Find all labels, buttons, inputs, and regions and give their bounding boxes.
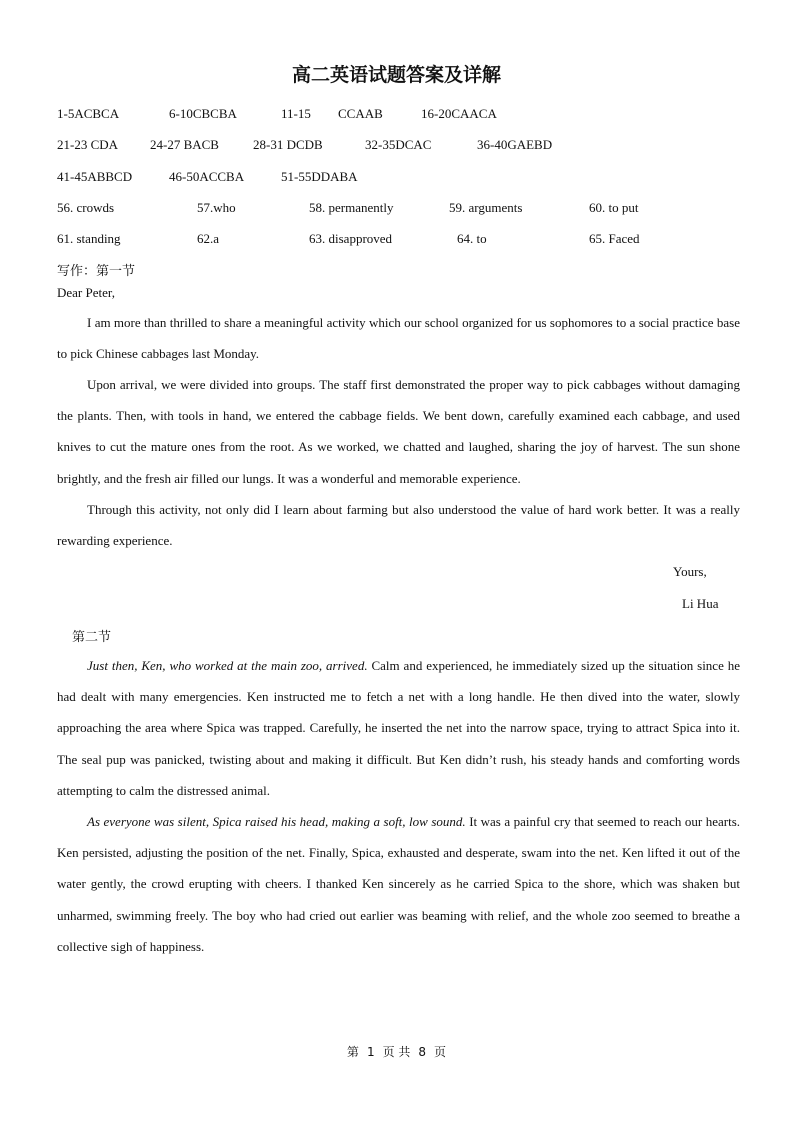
page-total: 8 [418, 1045, 427, 1059]
answer-item: 6-10CBCBA [169, 106, 237, 121]
answer-item: CCAAB [338, 106, 383, 121]
story-paragraph-1 [57, 650, 740, 806]
salutation: Dear Peter, [57, 285, 115, 300]
letter-paragraph-2: Upon arrival, we were divided into groups. The staff first demonstrated the proper way to pick cabbages without damaging the plants. Then, with tools in hand, we entered the cabbage fields. We bent down, carefully examined each cabbage, and used knives to cut the mature ones from the root. As we worked, we chatted and laughed, sharing the joy of harvest. The sun shone brightly, and the fresh air filled our lungs. It was a wonderful and memorable experience. [57, 377, 740, 486]
answer-item: 59. arguments [449, 200, 523, 215]
answer-item: 64. to [457, 231, 487, 246]
answer-item: 21-23 CDA [57, 137, 119, 152]
answer-item: 63. disapproved [309, 231, 393, 246]
footer-suffix: 页 [434, 1045, 447, 1059]
answer-item: 51-55DDABA [281, 169, 358, 184]
answer-item: 56. crowds [57, 200, 115, 215]
signature: Li Hua [682, 596, 719, 611]
story-text: Calm and experienced, he immediately sized up the situation since he had dealt with many emergencies. Ken instructed me to fetch a net with a long handle. He then dived into the water, slowly approaching the area where Spica was trapped. Carefully, he inserted the net into the narrow space, trying to attract Spica into it. The seal pup was panicked, twisting about and making it difficult. But Ken didn’t rush, his steady hands and comforting words attempting to calm the distressed animal. [57, 658, 741, 798]
letter-paragraph-3: Through this activity, not only did I learn about farming but also understood the value of hard work better. It was a really rewarding experience. [57, 502, 740, 549]
answer-item: 36-40GAEBD [477, 137, 553, 152]
page-title: 高二英语试题答案及详解 [291, 64, 501, 86]
answer-item: 60. to put [589, 200, 639, 215]
letter-paragraph-1: I am more than thrilled to share a meaningful activity which our school organized for us sophomores to a social practice base to pick Chinese cabbages last Monday. [57, 315, 740, 362]
section-2-label: 第二节 [72, 630, 112, 645]
page-number: 1 [366, 1045, 375, 1059]
story-text: It was a painful cry that seemed to reach our hearts. Ken persisted, adjusting the position of the net. Finally, Spica, exhausted and desperate, swam into the net. Ken lifted it out of the water gently, the crowd erupting with cheers. I thanked Ken sincerely as he carried Spica to the shore, which was shaken but unharmed, swimming freely. The boy who had cried out earlier was beaming with relief, and the whole zoo seemed to breathe a collective sigh of happiness. [57, 814, 740, 954]
answer-item: 65. Faced [589, 231, 640, 246]
footer-prefix: 第 [346, 1045, 359, 1059]
answer-item: 16-20CAACA [421, 106, 497, 121]
closing: Yours, [673, 564, 707, 579]
answer-item: 24-27 BACB [150, 137, 219, 152]
answer-item: 46-50ACCBA [169, 169, 245, 184]
given-sentence: As everyone was silent, Spica raised his head, making a soft, low sound. [87, 814, 466, 829]
answer-item: 32-35DCAC [365, 137, 432, 152]
answer-item: 57.who [197, 200, 236, 215]
answer-item: 58. permanently [309, 200, 394, 215]
footer-middle: 页 共 [382, 1045, 411, 1059]
answer-item: 28-31 DCDB [253, 137, 323, 152]
answer-item: 62.a [197, 231, 220, 246]
answer-item: 11-15 [281, 106, 311, 121]
page-footer [0, 1043, 793, 1060]
answer-item: 41-45ABBCD [57, 169, 133, 184]
answer-item: 1-5ACBCA [57, 106, 120, 121]
answer-item: 61. standing [57, 231, 121, 246]
story-paragraph-2 [57, 806, 740, 962]
section-1-label: 写作：第一节 [57, 264, 136, 279]
given-sentence: Just then, Ken, who worked at the main zoo, arrived. [87, 658, 368, 673]
